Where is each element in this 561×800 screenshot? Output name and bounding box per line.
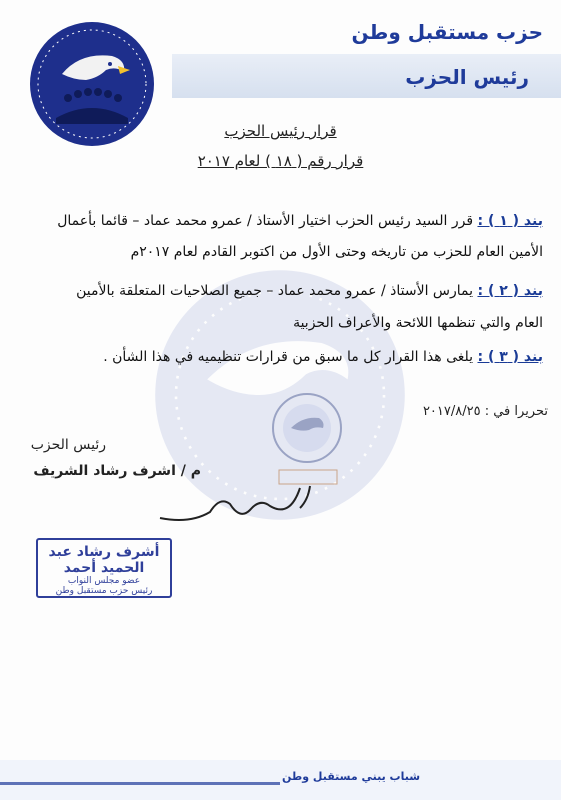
stamp-line-1: عضو مجلس النواب bbox=[67, 576, 141, 586]
clause-text: قرر السيد رئيس الحزب اختيار الأستاذ / عمرو محمد عماد – قائما بأعمال bbox=[57, 213, 474, 229]
clause-1-line bbox=[57, 213, 543, 229]
decision-number: قرار رقم ( ١٨ ) لعام ٢٠١٧ bbox=[197, 152, 364, 170]
footer-band bbox=[0, 760, 561, 800]
clause-label: بند ( ٢ ) : bbox=[477, 283, 543, 299]
clause-1-continuation: الأمين العام للحزب من تاريخه وحتى الأول من اكتوبر القادم لعام ٢٠١٧م bbox=[130, 244, 543, 260]
clause-text: يمارس الأستاذ / عمرو محمد عماد – جميع الصلاحيات المتعلقة بالأمين bbox=[76, 283, 474, 299]
clause-text: يلغى هذا القرار كل ما سبق من قرارات تنظيميه في هذا الشأن . bbox=[103, 349, 474, 365]
footer-rule bbox=[0, 782, 280, 785]
clause-2-continuation: العام والتي تنظمها اللائحة والأعراف الحزبية bbox=[293, 315, 543, 331]
clause-label: بند ( ٣ ) : bbox=[477, 349, 543, 365]
clause-2-line bbox=[76, 283, 543, 299]
footer-slogan: شباب يبني مستقبل وطن bbox=[282, 770, 421, 783]
decision-title: قرار رئيس الحزب bbox=[224, 122, 337, 140]
header-title: رئيس الحزب bbox=[405, 65, 529, 89]
stamp-line-2: رئيس حزب مستقبل وطن bbox=[55, 586, 153, 596]
signer-name: م / اشرف رشاد الشريف bbox=[33, 463, 201, 479]
party-name: حزب مستقبل وطن bbox=[351, 20, 543, 44]
date-line: تحريرا في : ٢٠١٧/٨/٢٥ bbox=[422, 404, 548, 419]
stamp-box bbox=[36, 538, 172, 598]
signature-title: رئيس الحزب bbox=[30, 437, 106, 453]
clause-label: بند ( ١ ) : bbox=[477, 213, 543, 229]
stamp-name: أشرف رشاد عبد الحميد أحمد bbox=[48, 544, 160, 576]
handwritten-signature-icon bbox=[150, 478, 320, 528]
clause-3-line bbox=[103, 349, 543, 365]
